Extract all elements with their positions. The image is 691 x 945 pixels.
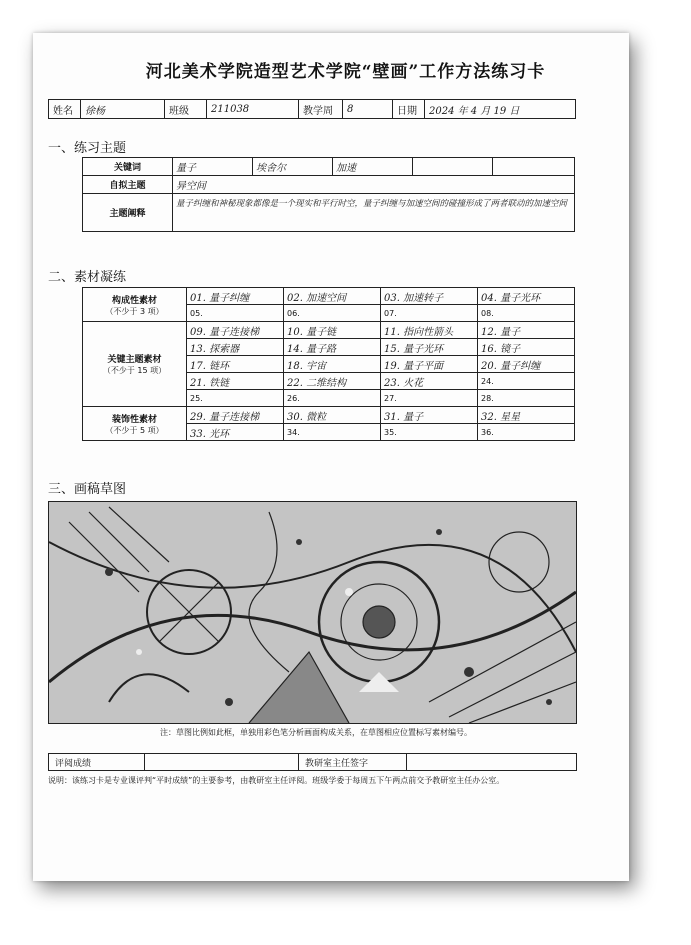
grade-value — [145, 754, 299, 770]
theme-material-label-text: 关键主题素材 — [107, 355, 162, 365]
explain-value: 量子纠缠和神秘现象都像是一个现实和平行时空，量子纠缠与加速空间的碰撞形成了两者联动的加速空间 — [173, 194, 575, 232]
keyword-4 — [413, 158, 493, 176]
sketch-drawing — [48, 501, 577, 724]
deco-item-34: 34. — [284, 424, 381, 441]
theme-item-20: 20. 量子纠缠 — [478, 356, 575, 373]
theme-item-17: 17. 链环 — [187, 356, 284, 373]
week-label: 教学周 — [299, 100, 343, 118]
class-label: 班级 — [165, 100, 207, 118]
structural-item-7: 07. — [381, 305, 478, 322]
section2-heading: 二、素材凝练 — [48, 270, 127, 285]
deco-label — [83, 407, 187, 441]
structural-item-6: 06. — [284, 305, 381, 322]
deco-item-29: 29. 量子连接梯 — [187, 407, 284, 424]
keyword-3: 加速 — [333, 158, 413, 176]
structural-item-5: 05. — [187, 305, 284, 322]
theme-item-24: 24. — [478, 373, 575, 390]
structural-sub: （不少于 3 项） — [105, 306, 164, 316]
name-label: 姓名 — [49, 100, 81, 118]
theme-item-13: 13. 探索器 — [187, 339, 284, 356]
structural-item-8: 08. — [478, 305, 575, 322]
theme-item-14: 14. 量子路 — [284, 339, 381, 356]
own-theme-value: 异空间 — [173, 176, 575, 194]
theme-item-22: 22. 二维结构 — [284, 373, 381, 390]
keyword-label: 关键词 — [83, 158, 173, 176]
deco-item-31: 31. 量子 — [381, 407, 478, 424]
week-value: 8 — [343, 100, 393, 118]
theme-item-11: 11. 指向性箭头 — [381, 322, 478, 339]
structural-label-text: 构成性素材 — [111, 295, 157, 306]
sketch-note: 注：草图比例如此框，单独用彩色笔分析画面构成关系，在草图相应位置标写素材编号。 — [160, 728, 472, 737]
footnote: 说明：该练习卡是专业课评判“平时成绩”的主要参考，由教研室主任评阅。班级学委于每周五下午两点前交予教研室主任办公室。 — [48, 776, 505, 785]
structural-item-2: 02. 加速空间 — [284, 288, 381, 305]
deco-item-30: 30. 微粒 — [284, 407, 381, 424]
theme-table — [82, 157, 575, 232]
theme-item-25: 25. — [187, 390, 284, 407]
footer-row — [48, 753, 577, 771]
class-value: 211038 — [207, 100, 299, 118]
theme-item-23: 23. 火花 — [381, 373, 478, 390]
grade-label: 评阅成绩 — [49, 754, 145, 770]
theme-item-9: 09. 量子连接梯 — [187, 322, 284, 339]
keyword-5 — [493, 158, 575, 176]
section1-heading: 一、练习主题 — [48, 141, 127, 156]
deco-sub: （不少于 5 项） — [105, 425, 164, 435]
theme-item-18: 18. 宇宙 — [284, 356, 381, 373]
theme-material-label — [83, 322, 187, 407]
deco-item-36: 36. — [478, 424, 575, 441]
theme-item-19: 19. 量子平面 — [381, 356, 478, 373]
sign-value — [407, 754, 576, 770]
materials-table — [82, 287, 575, 441]
structural-label — [83, 288, 187, 322]
section3-heading: 三、画稿草图 — [48, 482, 127, 497]
structural-item-1: 01. 量子纠缠 — [187, 288, 284, 305]
name-value: 徐杨 — [81, 100, 165, 118]
theme-item-21: 21. 铁链 — [187, 373, 284, 390]
deco-label-text: 装饰性素材 — [111, 414, 157, 425]
own-theme-label: 自拟主题 — [83, 176, 173, 194]
deco-item-35: 35. — [381, 424, 478, 441]
theme-material-sub: （不少于 15 项） — [102, 366, 167, 375]
deco-item-32: 32. 星星 — [478, 407, 575, 424]
date-label: 日期 — [393, 100, 425, 118]
sketch-artwork — [49, 502, 576, 723]
theme-item-15: 15. 量子光环 — [381, 339, 478, 356]
theme-item-12: 12. 量子 — [478, 322, 575, 339]
student-info-row — [48, 99, 576, 119]
theme-item-16: 16. 镜子 — [478, 339, 575, 356]
structural-item-4: 04. 量子光环 — [478, 288, 575, 305]
date-value: 2024 年 4 月 19 日 — [429, 105, 520, 117]
theme-item-10: 10. 量子链 — [284, 322, 381, 339]
keyword-2: 埃舍尔 — [253, 158, 333, 176]
theme-item-27: 27. — [381, 390, 478, 407]
theme-item-28: 28. — [478, 390, 575, 407]
structural-item-3: 03. 加速转子 — [381, 288, 478, 305]
keyword-1: 量子 — [173, 158, 253, 176]
page-title: 河北美术学院造型艺术学院“壁画”工作方法练习卡 — [145, 62, 546, 82]
explain-label: 主题阐释 — [83, 194, 173, 232]
sign-label: 教研室主任签字 — [299, 754, 407, 770]
deco-item-33: 33. 光环 — [187, 424, 284, 441]
theme-item-26: 26. — [284, 390, 381, 407]
